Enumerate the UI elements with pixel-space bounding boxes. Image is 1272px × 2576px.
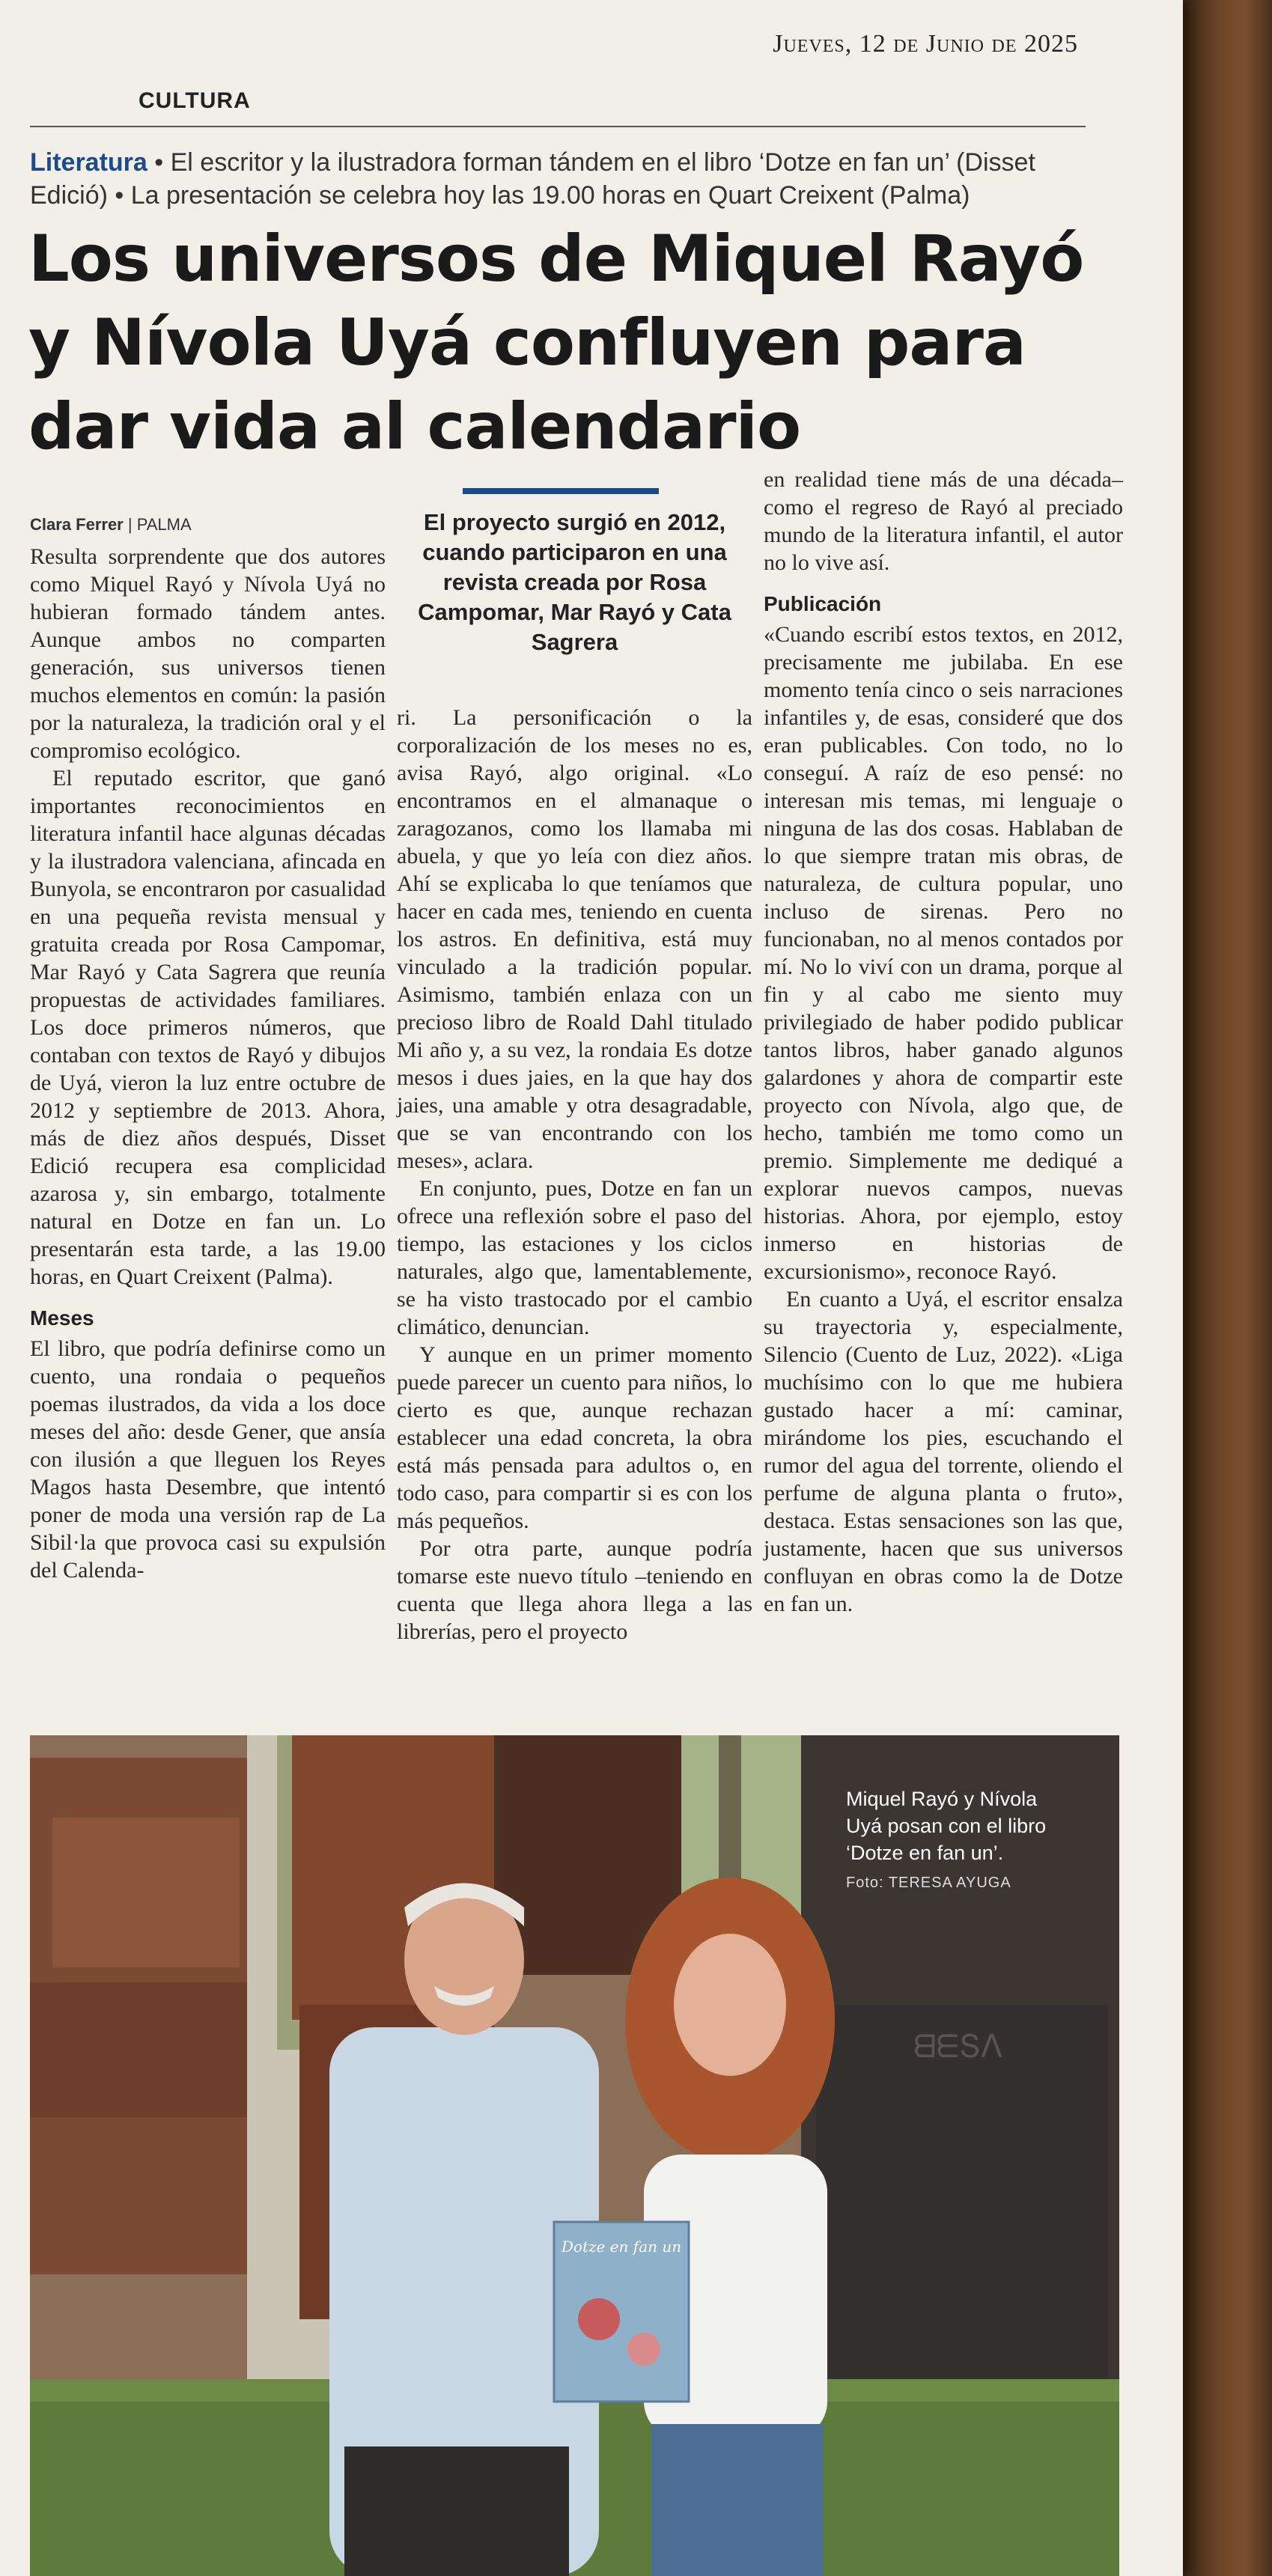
article-column-1 xyxy=(30,543,386,1584)
paragraph: En cuanto a Uyá, el escritor ensalza su trayectoria y, especialmente, Silencio (Cuento de Luz, 2022). «Liga muchísimo con lo que me hubiera gustado hacer a mí: caminar, mirándome los pies, escuchando el rumor del agua del torrente, oliendo el perfume de alguna planta o fruto», destaca. Estas sensaciones son las que, justamente, hacen que sus universos confluyan en obras como la de Dotze en fan un. xyxy=(764,1287,1123,1616)
pullquote-rule xyxy=(463,488,659,494)
caption-text: Miquel Rayó y Nívola Uyá posan con el libro ‘Dotze en fan un’. xyxy=(846,1788,1047,1864)
subheading-meses: Meses xyxy=(30,1306,94,1330)
paragraph: Y aunque en un primer momento puede parecer un cuento para niños, lo cierto es que, aunque rechazan establecer una edad concreta, la obra está más pensada para adultos o, en todo caso, para compartir si es con los más pequeños. xyxy=(397,1342,752,1533)
byline xyxy=(30,515,192,535)
paragraph: El libro, que podría definirse como un cuento, una rondaia o pequeños poemas ilustrados, da vida a los doce meses del año: desde Gener, que ansía con ilusión a que lleguen los Reyes Magos hasta Desembre, que intentó poner de moda una versión rap de La Sibil·la que provoca casi su expulsión del Calenda- xyxy=(30,1336,386,1583)
article-column-3 xyxy=(764,466,1123,1618)
wooden-table-edge xyxy=(1183,0,1272,2576)
photo-credit: Foto: TERESA AYUGA xyxy=(846,1875,1011,1891)
paragraph: Por otra parte, aunque podría tomarse este nuevo título –teniendo en cuenta que llega ahora llega a las librerías, pero el proyecto xyxy=(397,1536,752,1644)
article-headline: Los universos de Miquel Rayó y Nívola Uyá confluyen para dar vida al calendario xyxy=(28,222,1084,464)
photo-caption xyxy=(846,1785,1071,1896)
paragraph: ri. La personificación o la corporalización de los meses no es, avisa Rayó, algo original. «Lo encontramos en el almanaque o zaragozanos, como los llamaba mi abuela, y que yo leía con diez años. Ahí se explicaba lo que teníamos que hacer en cada mes, teniendo en cuenta los astros. En definitiva, está muy vinculado a la tradición popular. Asimismo, también enlaza con un precioso libro de Roald Dahl titulado Mi año y, a su vez, la rondaia Es dotze mesos i dues jaies, en la que hay dos jaies, una amable y otra desagradable, que se van encontrando con los meses», aclara. xyxy=(397,705,752,1173)
section-rule xyxy=(30,126,1086,127)
byline-place: | PALMA xyxy=(127,515,192,534)
article-column-2 xyxy=(397,704,752,1645)
paragraph: en realidad tiene más de una década– como el regreso de Rayó al preciado mundo de la literatura infantil, el autor no lo vive así. xyxy=(764,467,1123,575)
byline-author: Clara Ferrer xyxy=(30,515,124,534)
paragraph: «Cuando escribí estos textos, en 2012, precisamente me jubilaba. En ese momento tenía cinco o seis narraciones infantiles y, de esas, consideré que dos eran publicables. Con todo, no lo conseguí. A raíz de eso pensé: no interesan mis temas, mi lenguaje o ninguna de las dos cosas. Hablaban de lo que siempre tratan mis obras, de naturaleza, de cultura popular, uno incluso de sirenas. Pero no funcionaban, no al menos contados por mí. No lo viví con un drama, porque al fin y al cabo me siento muy privilegiado de haber podido publicar tantos libros, haber ganado algunos galardones y ahora de compartir este proyecto con Nívola, algo que, de hecho, también me tomo como un premio. Simplemente me dediqué a explorar nuevos campos, nuevas historias. Ahora, por ejemplo, estoy inmerso en historias de excursionismo», reconoce Rayó. xyxy=(764,622,1123,1284)
issue-date: Jueves, 12 de Junio de 2025 xyxy=(773,30,1078,58)
graffiti-mark: ᗺᗴՏᐱ xyxy=(913,2028,1002,2065)
section-label: CULTURA xyxy=(139,88,251,113)
kicker-tag: Literatura xyxy=(30,148,147,177)
kicker-text: • El escritor y la ilustradora forman tándem en el libro ‘Dotze en fan un’ (Disset Edició) • La presentación se celebra hoy las 19.00 horas en Quart Creixent (Palma) xyxy=(30,148,1035,210)
paragraph: Resulta sorprendente que dos autores como Miquel Rayó y Nívola Uyá no hubieran formado tándem antes. Aunque ambos no comparten generación, sus universos tienen muchos elementos en común: la pasión por la naturaleza, la tradición oral y el compromiso ecológico. xyxy=(30,544,386,763)
article-kicker xyxy=(30,146,1093,212)
subheading-publicacion: Publicación xyxy=(764,592,882,615)
paragraph: En conjunto, pues, Dotze en fan un ofrece una reflexión sobre el paso del tiempo, las estaciones y los ciclos naturales, algo que, lamentablemente, se ha visto trastocado por el cambio climático, denuncian. xyxy=(397,1176,752,1339)
paragraph: El reputado escritor, que ganó importantes reconocimientos en literatura infantil hace algunas décadas y la ilustradora valenciana, afincada en Bunyola, se encontraron por casualidad en una pequeña revista mensual y gratuita creada por Rosa Campomar, Mar Rayó y Cata Sagrera que reunía propuestas de actividades familiares. Los doce primeros números, que contaban con textos de Rayó y dibujos de Uyá, vieron la luz entre octubre de 2012 y septiembre de 2013. Ahora, más de diez años después, Disset Edició recupera esa complicidad azarosa y, sin embargo, totalmente natural en Dotze en fan un. Lo presentarán esta tarde, a las 19.00 horas, en Quart Creixent (Palma). xyxy=(30,766,386,1289)
pullquote: El proyecto surgió en 2012, cuando participaron en una revista creada por Rosa Campomar, Mar Rayó y Cata Sagrera xyxy=(418,509,731,655)
book-dotze-en-fan-un xyxy=(554,2222,689,2402)
book-cover-title: Dotze en fan un xyxy=(561,2238,682,2256)
